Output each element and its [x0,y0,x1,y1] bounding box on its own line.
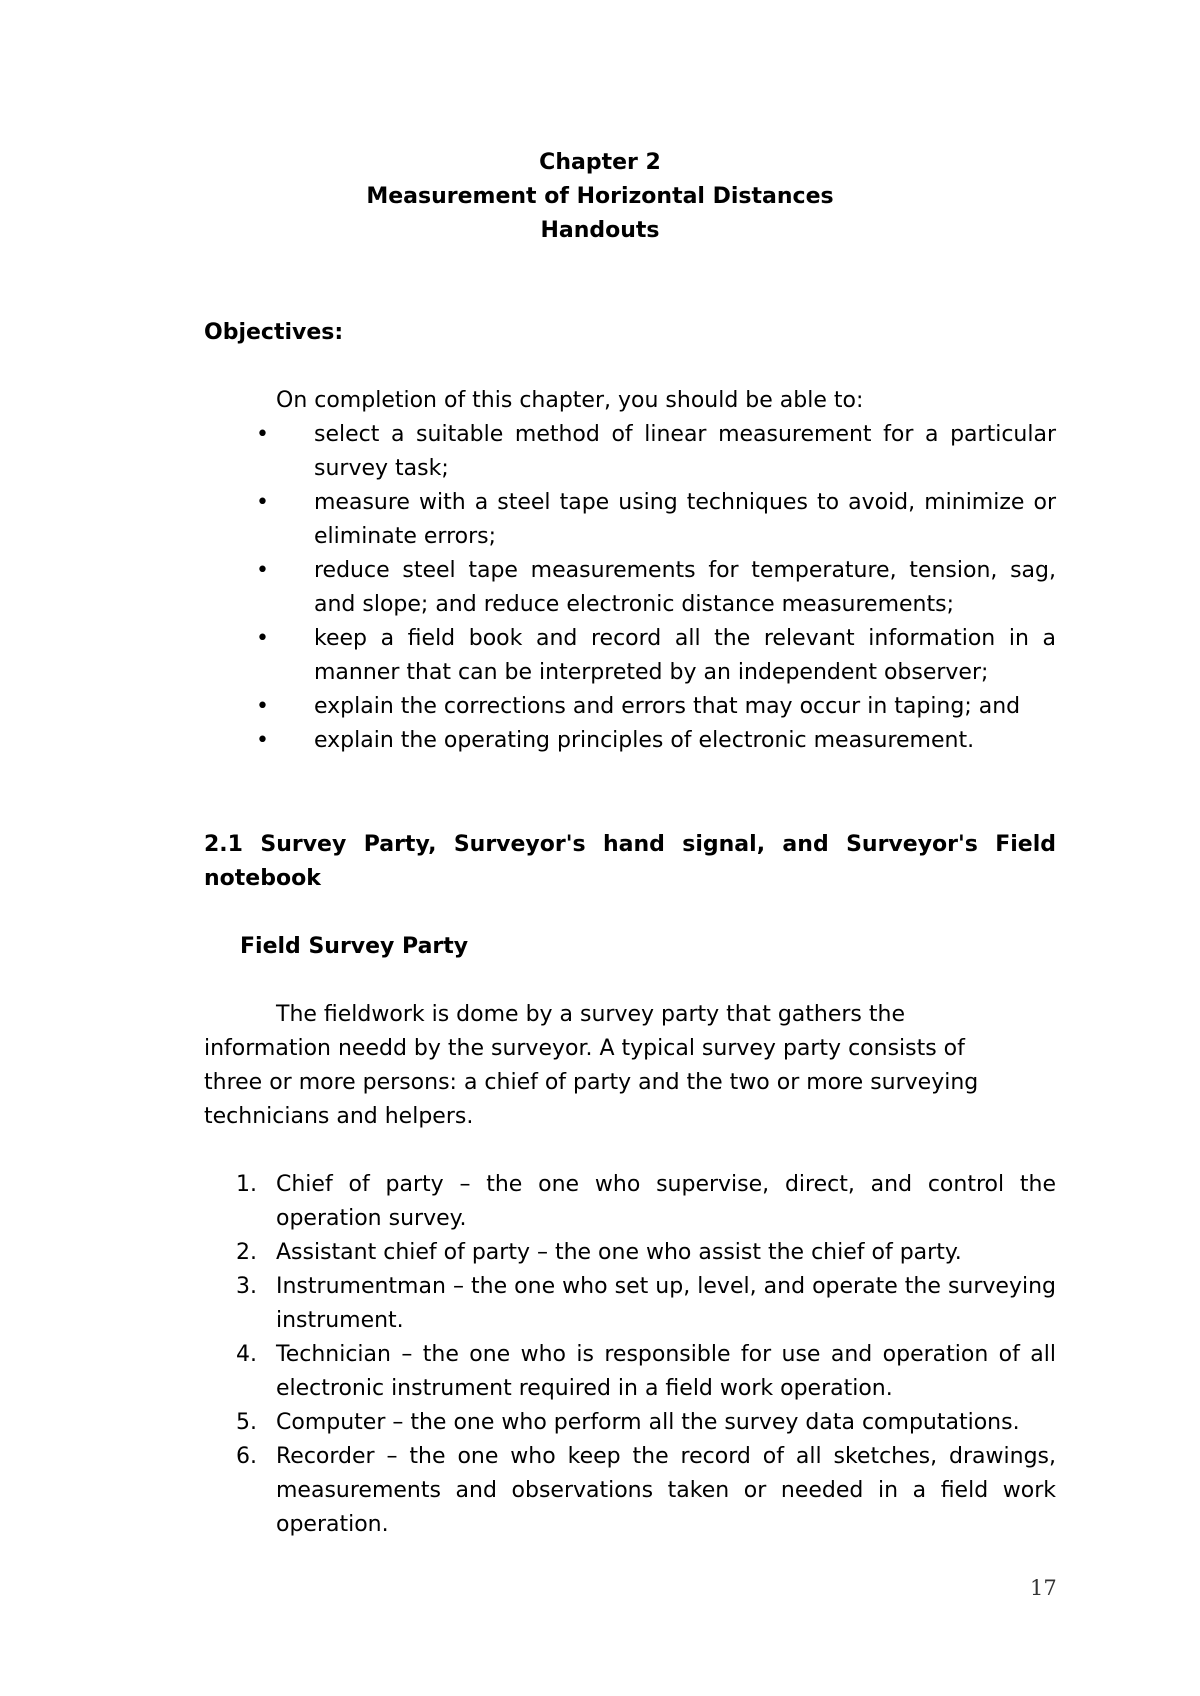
chapter-title: Measurement of Horizontal Distances [366,184,834,209]
list-item: 1. Chief of party – the one who supervise, direct, and control the operation survey. [236,1172,1056,1231]
section-heading: 2.1 Survey Party, Surveyor's hand signal, and Surveyor's Field [204,832,1056,857]
paragraph-line: technicians and helpers. [204,1104,474,1129]
paragraph-line: three or more persons: a chief of party and the two or more surveying [204,1070,979,1095]
objectives-heading: Objectives: [204,320,344,345]
page-number: 17 [1030,1576,1057,1600]
bullet-icon: • [256,728,269,753]
list-item: 3. Instrumentman – the one who set up, level, and operate the surveying instrument. [236,1274,1056,1333]
list-item: 2. Assistant chief of party – the one who assist the chief of party. [236,1240,962,1265]
list-item: • explain the corrections and errors that may occur in taping; and [276,690,1056,724]
bullet-icon: • [256,694,269,719]
list-item: • reduce steel tape measurements for temperature, tension, sag, and slope; and reduce electronic distance measurements; [276,554,1056,622]
bullet-icon: • [256,490,269,515]
chapter-subtitle: Handouts [540,218,660,243]
list-item: 4. Technician – the one who is responsible for use and operation of all electronic instrument required in a field work operation. [236,1342,1056,1401]
objectives-intro: On completion of this chapter, you should be able to: [276,388,864,413]
chapter-label: Chapter 2 [539,150,661,175]
list-item: • select a suitable method of linear measurement for a particular survey task; [276,418,1056,486]
list-item: 6. Recorder – the one who keep the record of all sketches, drawings, measurements and observations taken or needed in a field work operation. [236,1444,1056,1537]
paragraph-line: The fieldwork is dome by a survey party that gathers the [276,1002,905,1027]
paragraph-line: information needd by the surveyor. A typical survey party consists of [204,1036,965,1061]
section-heading-continued: notebook [204,866,321,891]
subsection-heading: Field Survey Party [240,934,469,959]
list-item: • keep a field book and record all the relevant information in a manner that can be interpreted by an independent observer; [276,622,1056,690]
bullet-icon: • [256,558,269,583]
bullet-icon: • [256,422,269,447]
list-item: • measure with a steel tape using techniques to avoid, minimize or eliminate errors; [276,486,1056,554]
bullet-icon: • [256,626,269,651]
list-item: 5. Computer – the one who perform all the survey data computations. [236,1410,1020,1435]
list-item: • explain the operating principles of electronic measurement. [276,724,1056,758]
